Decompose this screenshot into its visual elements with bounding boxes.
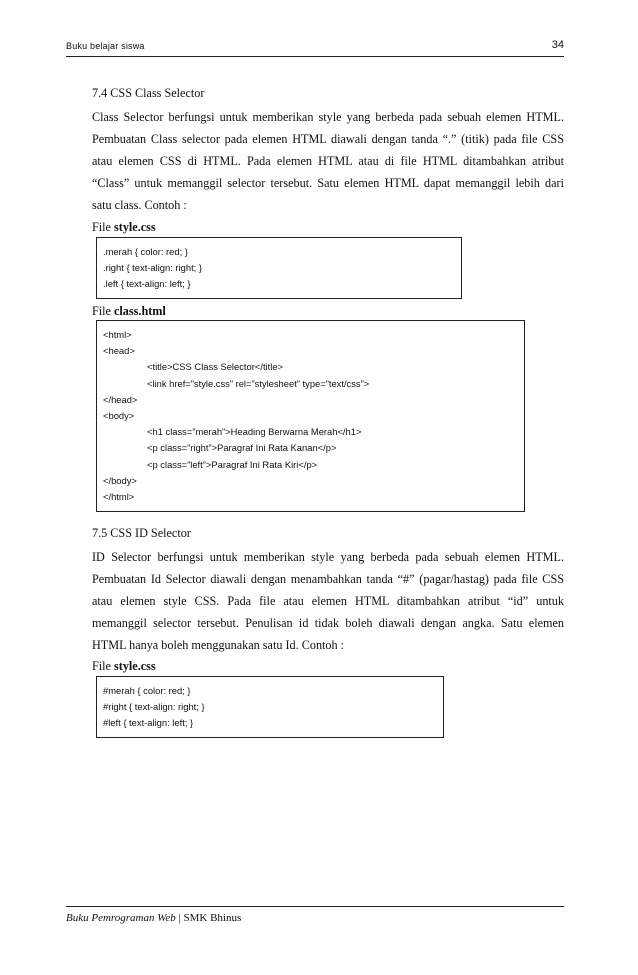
section-7-5-paragraph <box>92 546 564 656</box>
page-number: 34 <box>551 39 564 51</box>
code-line: .right { text-align: right; } <box>103 262 203 274</box>
code-line: #right { text-align: right; } <box>103 701 205 713</box>
paragraph-line: “Class” untuk memanggil selector tersebut. Satu elemen HTML dapat memanggil lebih dari <box>92 176 564 190</box>
code-block-class-css <box>96 237 462 299</box>
page-footer <box>66 906 564 924</box>
code-line: <head> <box>103 345 135 357</box>
code-line: <h1 class=”merah”>Heading Berwarna Merah</h1> <box>147 426 362 438</box>
section-heading-7-4: 7.4 CSS Class Selector <box>92 86 205 100</box>
paragraph-line: Pembuatan Class selector pada elemen HTML diawali dengan tanda “.” (titik) pada file CSS <box>92 132 564 146</box>
paragraph-line: atau elemen style CSS. Pada file atau elemen HTML ditambahkan atribut “id” untuk <box>92 594 564 608</box>
code-line: #left { text-align: left; } <box>103 717 194 729</box>
section-7-4-paragraph <box>92 106 564 216</box>
file-label-prefix: File <box>92 659 115 673</box>
code-line: .left { text-align: left; } <box>103 278 191 290</box>
paragraph-line: Class Selector berfungsi untuk memberikan style yang berbeda pada sebuah elemen HTML. <box>92 110 564 124</box>
footer-book-title: Buku Pemrograman Web <box>66 912 176 924</box>
file-label-style-css <box>92 218 564 236</box>
code-block-class-html <box>96 320 525 512</box>
code-line: <p class=”left”>Paragraf Ini Rata Kiri</p> <box>147 458 318 470</box>
code-line: <p class=”right”>Paragraf Ini Rata Kanan</p> <box>147 442 337 454</box>
file-name: style.css <box>114 220 156 234</box>
footer-school: SMK Bhinus <box>183 912 242 924</box>
page-header <box>66 36 564 57</box>
section-heading-7-5: 7.5 CSS ID Selector <box>92 526 191 540</box>
file-name: class.html <box>114 304 166 318</box>
file-label-style-css <box>92 657 564 675</box>
file-label-prefix: File <box>92 220 115 234</box>
paragraph-line: memanggil selector tersebut. Penulisan id tidak boleh diawali dengan angka. Satu elemen <box>92 616 564 630</box>
paragraph-line: HTML hanya boleh menggunakan satu Id. Contoh : <box>92 638 345 652</box>
paragraph-line: atau elemen CSS di HTML. Pada elemen HTML atau di file HTML ditambahkan atribut <box>92 154 564 168</box>
code-line: <html> <box>103 329 132 340</box>
header-title: Buku belajar siswa <box>66 41 145 51</box>
code-line: <title>CSS Class Selector</title> <box>147 361 284 373</box>
paragraph-line: Pembuatan Id Selector diawali dengan menambahkan tanda “#” (pagar/hastag) pada file CSS <box>92 572 564 586</box>
code-line: #merah { color: red; } <box>103 685 191 696</box>
code-line: </body> <box>103 474 137 486</box>
code-block-id-css <box>96 676 444 738</box>
paragraph-line: satu class. Contoh : <box>92 198 187 212</box>
code-line: </head> <box>103 393 138 405</box>
paragraph-line: ID Selector berfungsi untuk memberikan style yang berbeda pada sebuah elemen HTML. <box>92 550 564 564</box>
code-line: .merah { color: red; } <box>103 246 188 257</box>
code-line: <body> <box>103 409 135 421</box>
file-label-prefix: File <box>92 304 115 318</box>
footer-separator: | <box>175 912 184 924</box>
file-label-class-html <box>92 302 564 320</box>
file-name: style.css <box>114 659 156 673</box>
code-line: <link href=”style.css” rel=”stylesheet” type=”text/css”> <box>147 377 370 389</box>
page-content <box>92 84 564 738</box>
code-line: </html> <box>103 490 135 502</box>
